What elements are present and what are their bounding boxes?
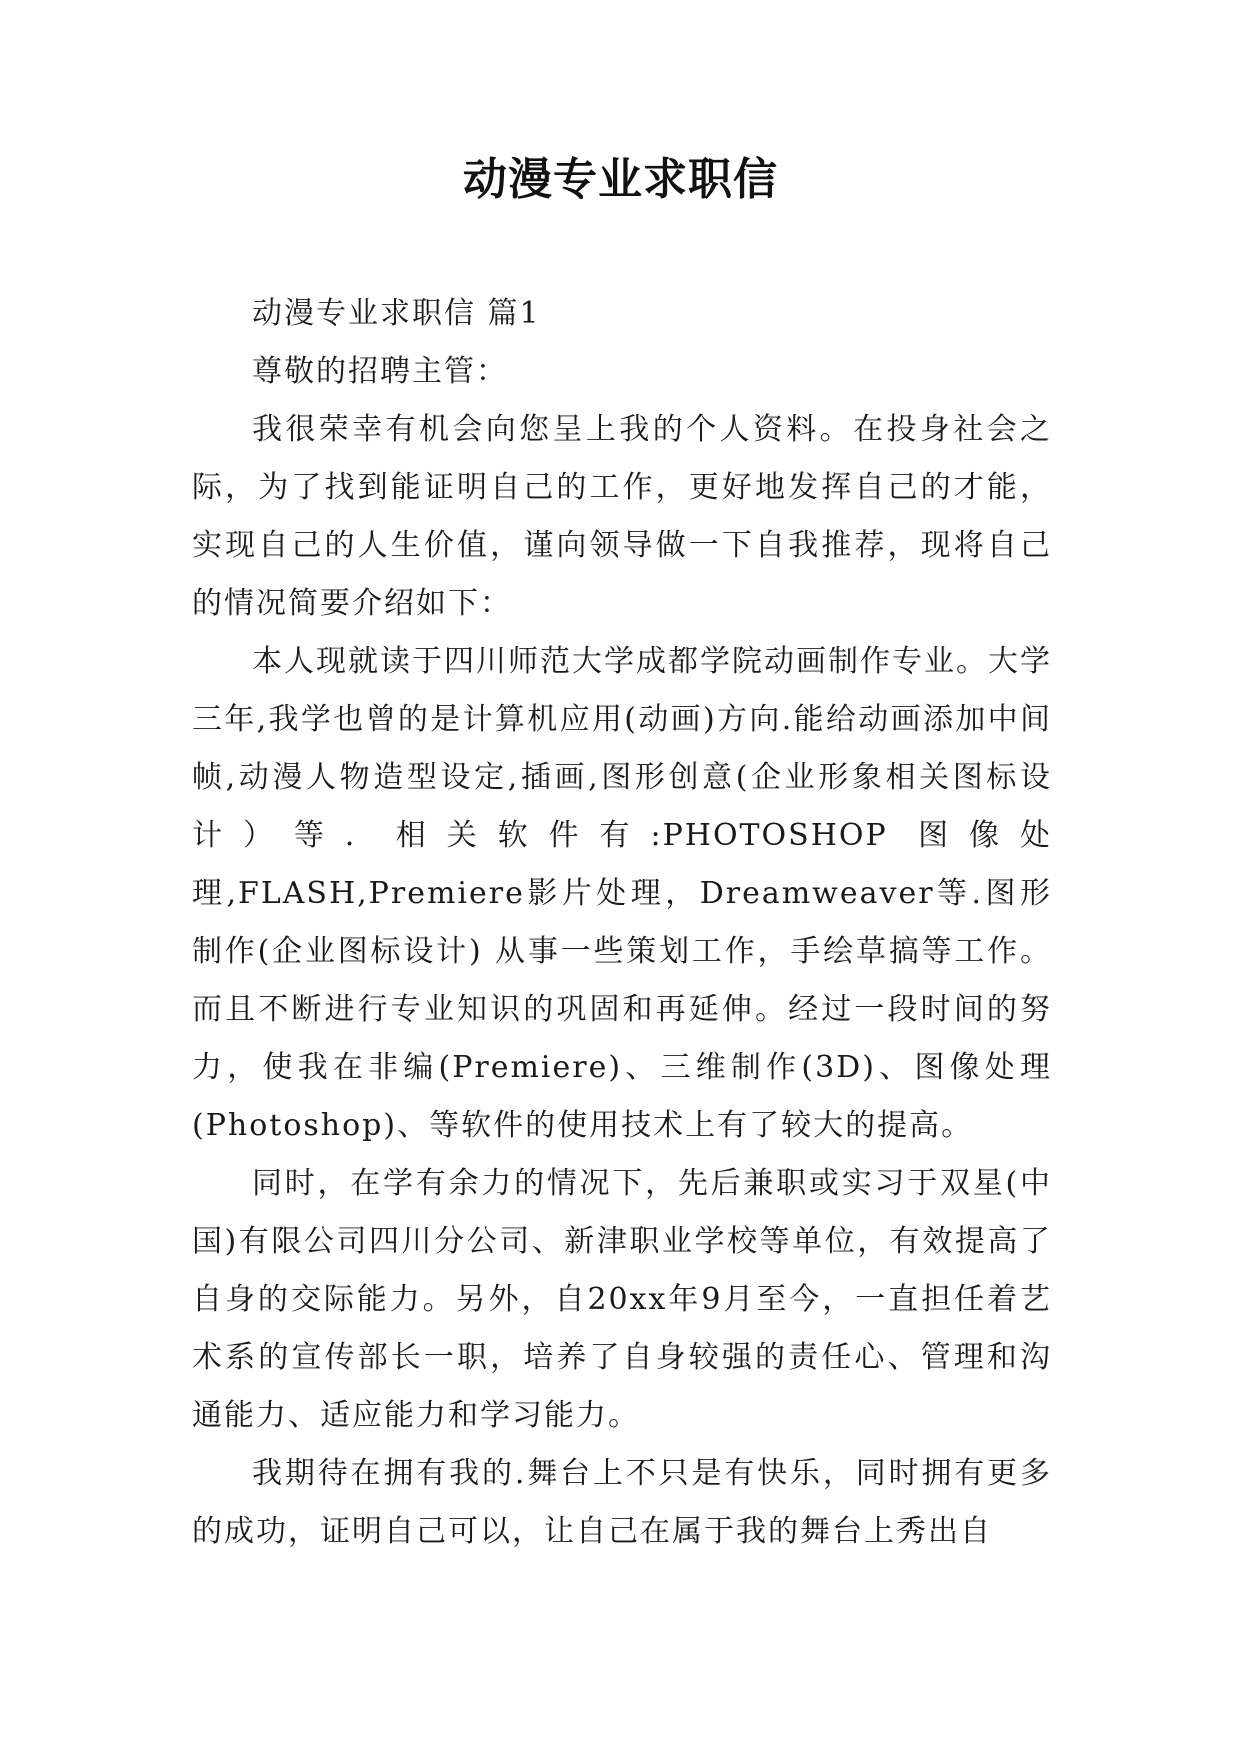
document-body	[192, 285, 1052, 1561]
salutation: 尊敬的招聘主管：	[252, 354, 508, 389]
paragraph-intro: 我很荣幸有机会向您呈上我的个人资料。在投身社会之际，为了找到能证明自己的工作，更好地发挥自己的才能，实现自己的人生价值，谨向领导做一下自我推荐，现将自己的情况简要介绍如下：	[192, 412, 1052, 621]
section-heading: 动漫专业求职信 篇1	[252, 296, 541, 331]
paragraph-experience: 同时，在学有余力的情况下，先后兼职或实习于双星(中国)有限公司四川分公司、新津职业学校等单位，有效提高了自身的交际能力。另外，自20xx年9月至今，一直担任着艺术系的宣传部长一职，培养了自身较强的责任心、管理和沟通能力、适应能力和学习能力。	[192, 1166, 1052, 1433]
paragraph-closing: 我期待在拥有我的.舞台上不只是有快乐，同时拥有更多的成功，证明自己可以，让自己在属于我的舞台上秀出自	[192, 1456, 1052, 1549]
paragraph-education: 本人现就读于四川师范大学成都学院动画制作专业。大学三年,我学也曾的是计算机应用(动画)方向.能给动画添加中间帧,动漫人物造型设定,插画,图形创意(企业形象相关图标设计）等．相关软件有:PHOTOSHOP 图像处理,FLASH,Premiere影片处理，Dreamweaver等.图形制作(企业图标设计) 从事一些策划工作，手绘草搞等工作。而且不断进行专业知识的巩固和再延伸。经过一段时间的努力，使我在非编(Premiere)、三维制作(3D)、图像处理(Photoshop)、等软件的使用技术上有了较大的提高。	[192, 644, 1052, 1143]
document-title: 动漫专业求职信	[463, 154, 778, 205]
